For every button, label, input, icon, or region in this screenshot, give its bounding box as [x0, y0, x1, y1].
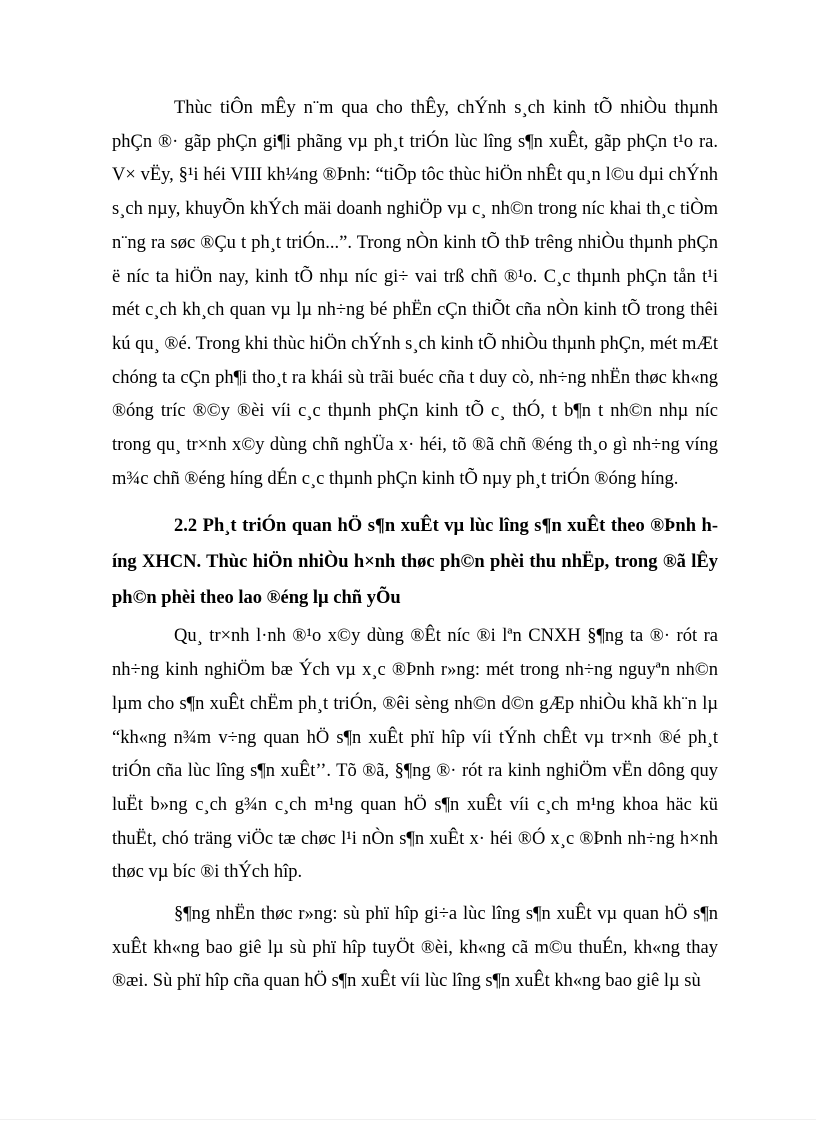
paragraph-economic-policy: Thùc tiÔn mÊy n¨m qua cho thÊy, chÝnh s¸ch kinh tÕ nhiÒu thµnh phÇn ®· gãp phÇn gi¶i phãng vµ ph¸t triÓn lùc lîng s¶n xuÊt, gãp phÇn t¹o ra. V× vËy, §¹i héi VIII kh¼ng ®Þnh: “tiÕp tôc thùc hiÖn nhÊt qu¸n l©u dµi chÝnh s¸ch nµy, khuyÕn khÝch mäi doanh nghiÖp vµ c¸ nh©n trong níc khai th¸c tiÒm n¨ng ra søc ®Çu t ph¸t triÓn...”. Trong nÒn kinh tÕ thÞ trêng nhiÒu thµnh phÇn ë níc ta hiÖn nay, kinh tÕ nhµ níc gi÷ vai trß chñ ®¹o. C¸c thµnh phÇn tån t¹i mét c¸ch kh¸ch quan vµ lµ nh÷ng bé phËn cÇn thiÕt cña nÒn kinh tÕ trong thêi kú qu¸ ®é. Trong khi thùc hiÖn chÝnh s¸ch kinh tÕ nhiÒu thµnh phÇn, mét mÆt chóng ta cÇn ph¶i tho¸t ra khái sù trãi buéc cña t duy cò, nh÷ng nhËn thøc kh«ng ®óng tríc ®©y ®èi víi c¸c thµnh phÇn kinh tÕ c¸ thÓ, t b¶n t nh©n nhµ níc trong qu¸ tr×nh x©y dùng chñ nghÜa x· héi, tõ ®ã chñ ®éng th¸o gì nh÷ng víng m¾c chñ ®éng híng dÉn c¸c thµnh phÇn kinh tÕ nµy ph¸t triÓn ®óng híng.: [112, 98, 718, 489]
paragraph-production-relations: §¶ng nhËn thøc r»ng: sù phï hîp gi÷a lùc lîng s¶n xuÊt vµ quan hÖ s¶n xuÊt kh«ng bao giê lµ sù phï hîp tuyÖt ®èi, kh«ng cã m©u thuÉn, kh«ng thay ®æi. Sù phï hîp cña quan hÖ s¶n xuÊt víi lùc lîng s¶n xuÊt kh«ng bao giê lµ sù: [112, 904, 718, 992]
paragraph-party-experience: Qu¸ tr×nh l·nh ®¹o x©y dùng ®Êt níc ®i lªn CNXH §¶ng ta ®· rót ra nh÷ng kinh nghiÖm bæ Ých vµ x¸c ®Þnh r»ng: mét trong nh÷ng nguyªn nh©n lµm cho s¶n xuÊt chËm ph¸t triÓn, ®êi sèng nh©n d©n gÆp nhiÒu khã kh¨n lµ “kh«ng n¾m v÷ng quan hÖ s¶n xuÊt phï hîp víi tÝnh chÊt vµ tr×nh ®é ph¸t triÓn cña lùc lîng s¶n xuÊt’’. Tõ ®ã, §¶ng ®· rót ra kinh nghiÖm vËn dông quy luËt b»ng c¸ch g¾n c¸ch m¹ng quan hÖ s¶n xuÊt víi c¸ch m¹ng khoa häc kü thuËt, chó träng viÖc tæ chøc l¹i nÒn s¶n xuÊt x· héi ®Ó x¸c ®Þnh nh÷ng h×nh thøc vµ bíc ®i thÝch hîp.: [112, 626, 718, 883]
section-heading-2-2: 2.2 Ph¸t triÓn quan hÖ s¶n xuÊt vµ lùc lîng s¶n xuÊt theo ®Þnh híng XHCN. Thùc hiÖn nhiÒu h×nh thøc ph©n phèi thu nhËp, trong ®ã lÊy ph©n phèi theo lao ®éng lµ chñ yÕu: [112, 516, 718, 609]
document-body: [112, 92, 718, 999]
page-bottom-edge: [0, 1119, 816, 1120]
